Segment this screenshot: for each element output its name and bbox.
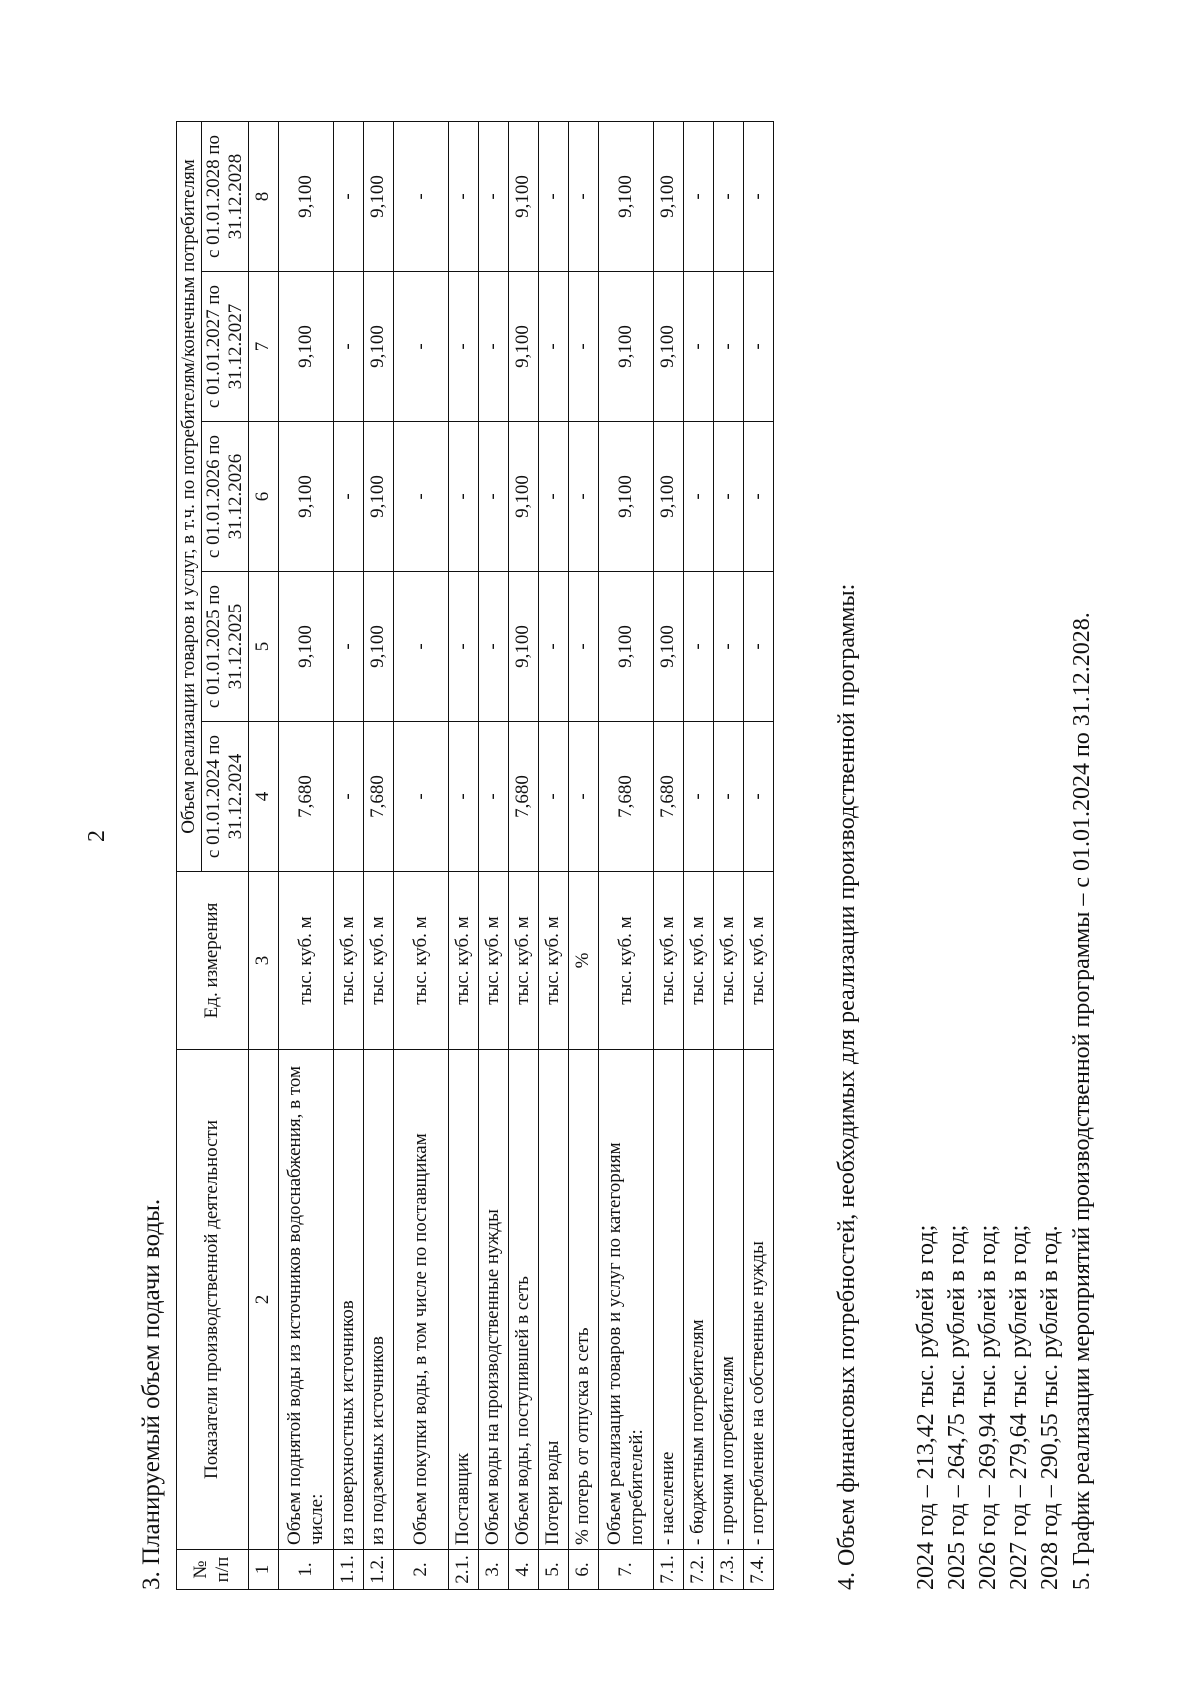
row-value: 7,680	[653, 722, 683, 872]
row-value: -	[478, 272, 508, 422]
row-value: 9,100	[278, 572, 333, 722]
section-5-title: 5. График реализации мероприятий производственной программы – с 01.01.2024 по 31.12.2028.	[1068, 612, 1095, 1590]
row-unit: тыс. куб. м	[363, 872, 393, 1050]
row-unit: тыс. куб. м	[448, 872, 478, 1050]
row-value: -	[393, 121, 448, 271]
row-value: -	[568, 422, 598, 572]
row-value: -	[568, 272, 598, 422]
table-row	[448, 121, 478, 1589]
row-value: -	[393, 422, 448, 572]
table-row	[278, 121, 333, 1589]
row-value: 9,100	[598, 422, 653, 572]
row-value: 9,100	[508, 272, 538, 422]
column-number: 6	[248, 422, 278, 572]
row-value: 9,100	[508, 121, 538, 271]
row-unit: %	[568, 872, 598, 1050]
column-number: 3	[248, 872, 278, 1050]
row-value: -	[683, 272, 713, 422]
row-num: 7.4.	[743, 1550, 773, 1590]
row-value: -	[568, 722, 598, 872]
row-name: Объем реализации товаров и услуг по категориям потребителей:	[598, 1050, 653, 1550]
row-value: -	[713, 722, 743, 872]
table-row	[478, 121, 508, 1589]
row-num: 1.2.	[363, 1550, 393, 1590]
row-value: -	[333, 121, 363, 271]
row-value: 9,100	[278, 121, 333, 271]
table-row	[598, 121, 653, 1589]
row-unit: тыс. куб. м	[333, 872, 363, 1050]
row-value: 7,680	[508, 722, 538, 872]
header-period: с 01.01.2025 по 31.12.2025	[201, 572, 248, 722]
row-value: -	[743, 272, 773, 422]
header-row-1	[177, 121, 202, 1589]
column-number: 5	[248, 572, 278, 722]
row-value: -	[743, 572, 773, 722]
table-row	[713, 121, 743, 1589]
row-value: 9,100	[278, 272, 333, 422]
row-value: -	[568, 572, 598, 722]
table-row	[568, 121, 598, 1589]
column-number: 7	[248, 272, 278, 422]
row-value: 9,100	[598, 121, 653, 271]
row-unit: тыс. куб. м	[478, 872, 508, 1050]
table-row	[653, 121, 683, 1589]
row-value: -	[713, 121, 743, 271]
row-value: -	[478, 121, 508, 271]
row-num: 2.	[393, 1550, 448, 1590]
header-period: с 01.01.2024 по 31.12.2024	[201, 722, 248, 872]
row-name: Объем покупки воды, в том числе по поставщикам	[393, 1050, 448, 1550]
header-num: № п/п	[177, 1550, 249, 1590]
column-number-row	[248, 121, 278, 1589]
row-unit: тыс. куб. м	[653, 872, 683, 1050]
row-value: -	[333, 272, 363, 422]
table-row	[508, 121, 538, 1589]
row-value: 9,100	[598, 572, 653, 722]
financial-line: 2026 год – 269,94 тыс. рублей в год;	[975, 1224, 1002, 1590]
table-row	[538, 121, 568, 1589]
row-name: Объем поднятой воды из источников водоснабжения, в том числе:	[278, 1050, 333, 1550]
header-unit: Ед. измерения	[177, 872, 249, 1050]
row-value: 9,100	[653, 272, 683, 422]
row-name: из поверхностных источников	[333, 1050, 363, 1550]
column-number: 8	[248, 121, 278, 271]
page-number: 2	[84, 830, 110, 842]
row-value: 7,680	[598, 722, 653, 872]
row-value: -	[538, 272, 568, 422]
row-value: 9,100	[653, 572, 683, 722]
table-row	[393, 121, 448, 1589]
row-unit: тыс. куб. м	[538, 872, 568, 1050]
row-value: -	[743, 121, 773, 271]
row-value: -	[393, 272, 448, 422]
row-value: -	[333, 572, 363, 722]
row-unit: тыс. куб. м	[743, 872, 773, 1050]
row-value: 9,100	[508, 572, 538, 722]
row-value: 9,100	[653, 121, 683, 271]
row-value: -	[478, 572, 508, 722]
table-row	[683, 121, 713, 1589]
header-period: с 01.01.2026 по 31.12.2026	[201, 422, 248, 572]
row-num: 7.1.	[653, 1550, 683, 1590]
row-unit: тыс. куб. м	[683, 872, 713, 1050]
table-row	[333, 121, 363, 1589]
column-number: 1	[248, 1550, 278, 1590]
row-value: -	[683, 722, 713, 872]
row-unit: тыс. куб. м	[393, 872, 448, 1050]
row-num: 3.	[478, 1550, 508, 1590]
row-value: -	[478, 722, 508, 872]
row-num: 7.	[598, 1550, 653, 1590]
row-name: Объем воды, поступившей в сеть	[508, 1050, 538, 1550]
financial-section	[832, 120, 1098, 1590]
row-value: -	[538, 572, 568, 722]
row-value: -	[448, 422, 478, 572]
row-name: Поставщик	[448, 1050, 478, 1550]
row-value: -	[538, 722, 568, 872]
row-value: -	[333, 722, 363, 872]
row-num: 1.1.	[333, 1550, 363, 1590]
row-value: 9,100	[508, 422, 538, 572]
row-name: - прочим потребителям	[713, 1050, 743, 1550]
row-value: -	[448, 572, 478, 722]
row-name: - население	[653, 1050, 683, 1550]
table-row	[743, 121, 773, 1589]
column-number: 4	[248, 722, 278, 872]
section-3-title: 3. Планируемый объем подачи воды.	[138, 1198, 165, 1590]
financial-line: 2024 год – 213,42 тыс. рублей в год;	[912, 1224, 939, 1590]
row-value: -	[393, 722, 448, 872]
financial-line: 2028 год – 290,55 тыс. рублей в год.	[1037, 1225, 1064, 1590]
row-value: 9,100	[653, 422, 683, 572]
row-value: -	[683, 121, 713, 271]
row-unit: тыс. куб. м	[713, 872, 743, 1050]
row-name: % потерь от отпуска в сеть	[568, 1050, 598, 1550]
row-num: 2.1.	[448, 1550, 478, 1590]
row-value: -	[683, 422, 713, 572]
financial-line: 2025 год – 264,75 тыс. рублей в год;	[943, 1224, 970, 1590]
row-value: -	[538, 422, 568, 572]
row-name: - бюджетным потребителям	[683, 1050, 713, 1550]
row-value: -	[683, 572, 713, 722]
table-row	[363, 121, 393, 1589]
row-value: 9,100	[363, 121, 393, 271]
row-value: -	[333, 422, 363, 572]
header-period: с 01.01.2027 по 31.12.2027	[201, 272, 248, 422]
row-name: из подземных источников	[363, 1050, 393, 1550]
row-value: 9,100	[598, 272, 653, 422]
rotated-content	[138, 120, 1095, 1590]
row-value: 9,100	[363, 422, 393, 572]
row-name: Объем воды на производственные нужды	[478, 1050, 508, 1550]
row-value: 9,100	[363, 272, 393, 422]
row-value: 7,680	[278, 722, 333, 872]
row-num: 4.	[508, 1550, 538, 1590]
row-unit: тыс. куб. м	[278, 872, 333, 1050]
row-value: -	[713, 422, 743, 572]
row-value: -	[568, 121, 598, 271]
header-indicator: Показатели производственной деятельности	[177, 1050, 249, 1550]
row-value: -	[743, 422, 773, 572]
section-4-title: 4. Объем финансовых потребностей, необходимых для реализации производственной программы:	[833, 583, 860, 1590]
row-value: 7,680	[363, 722, 393, 872]
header-period: с 01.01.2028 по 31.12.2028	[201, 121, 248, 271]
column-number: 2	[248, 1050, 278, 1550]
row-value: -	[713, 272, 743, 422]
row-value: -	[478, 422, 508, 572]
row-num: 5.	[538, 1550, 568, 1590]
row-num: 6.	[568, 1550, 598, 1590]
row-value: -	[713, 572, 743, 722]
row-value: 9,100	[363, 572, 393, 722]
row-num: 7.2.	[683, 1550, 713, 1590]
row-value: -	[448, 722, 478, 872]
row-name: - потребление на собственные нужды	[743, 1050, 773, 1550]
row-value: -	[743, 722, 773, 872]
financial-line: 2027 год – 279,64 тыс. рублей в год;	[1006, 1224, 1033, 1590]
row-num: 7.3.	[713, 1550, 743, 1590]
row-value: -	[448, 121, 478, 271]
row-value: -	[448, 272, 478, 422]
row-num: 1.	[278, 1550, 333, 1590]
row-unit: тыс. куб. м	[508, 872, 538, 1050]
row-value: -	[393, 572, 448, 722]
row-name: Потери воды	[538, 1050, 568, 1550]
header-group: Объем реализации товаров и услуг, в т.ч. по потребителям/конечным потребителям	[177, 121, 202, 871]
row-value: 9,100	[278, 422, 333, 572]
row-value: -	[538, 121, 568, 271]
water-supply-table	[176, 121, 774, 1590]
row-unit: тыс. куб. м	[598, 872, 653, 1050]
